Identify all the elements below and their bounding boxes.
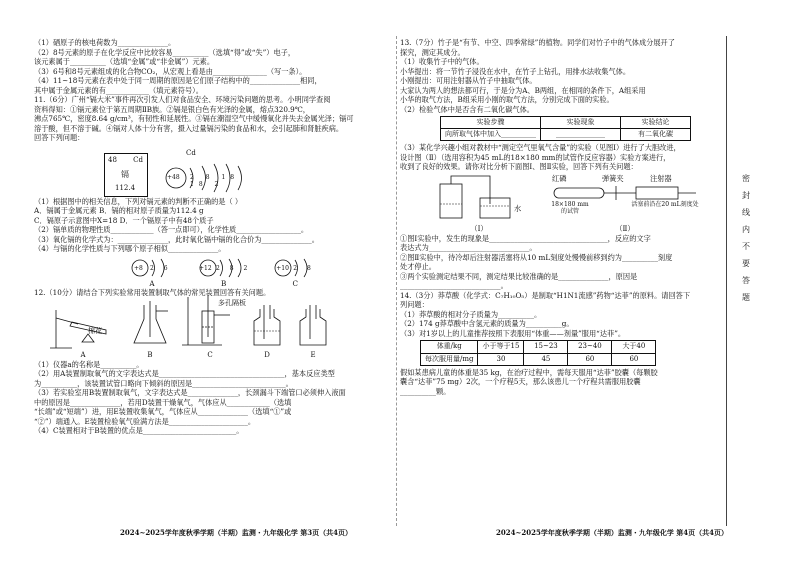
q13-line: 探究，测定其成分。 xyxy=(400,47,465,57)
q13-sub: ①图Ⅰ实验中，发生的现象是_________________________________，反应的文字 xyxy=(400,233,651,243)
dose-cell: 60 xyxy=(612,353,656,365)
seal-char: 内 xyxy=(742,225,750,234)
apparatus-a xyxy=(48,304,118,360)
dose-header-cell: 小于等于15 xyxy=(478,341,524,353)
q11-block xyxy=(34,95,392,288)
exp-header: 实验结论 xyxy=(621,117,691,129)
q10-line: （3）6号和8号元素组成的化合物CO₂，从宏观上看是由_______________（写一条）。 xyxy=(34,66,307,76)
cadmium-figure xyxy=(104,145,392,197)
q12-line: 中的原因是______________，若用D装置干燥氧气，气体应从____________（选填 xyxy=(34,397,292,407)
atom-option-c xyxy=(273,256,317,289)
red-phosphorus-label: 红磷 xyxy=(552,173,567,183)
q12-heading: 12.（10分）请结合下列实验常用装置制取气体的常见装置回答有关问题。 xyxy=(34,288,271,298)
exp-header: 实验步骤 xyxy=(441,117,541,129)
apparatus-b-label: B xyxy=(147,350,153,359)
conical-flask-icon xyxy=(130,301,170,347)
apparatus-d-label: D xyxy=(264,350,270,359)
seal-char: 封 xyxy=(742,191,750,200)
atom-b-nucleus: +12 xyxy=(199,265,212,272)
dose-row-label: 每次服用量/mg xyxy=(421,353,478,365)
q10-line: 其中属于金属元素的有____________（填元素符号）。 xyxy=(34,85,203,95)
q14-line: 列问题： xyxy=(400,300,429,310)
apparatus-a-label: A xyxy=(80,350,86,359)
q10-line: （1）硒原子的核电荷数为______________。 xyxy=(34,38,176,47)
exp-header: 实验现象 xyxy=(541,117,621,129)
atom-c-label: C xyxy=(292,278,299,288)
q12-line: （3）若实验室用B装置制取氧气，文字表达式是______________，长颈漏斗下端管口必须伸入液面 xyxy=(34,388,346,398)
exp-cell: 向所取气体中加入__________ xyxy=(441,129,541,141)
seal-char: 答 xyxy=(742,276,750,285)
seal-char: 题 xyxy=(742,293,750,302)
apparatus-e xyxy=(296,305,330,359)
q14-line: 假如某患病儿童的体重是35 kg，在治疗过程中，需每天服用“达菲”胶囊（每颗胶 xyxy=(400,367,658,377)
q13-line: 小华提出：将一节竹子浸没在水中，在竹子上钻孔，用排水法收集气体。 xyxy=(400,66,631,76)
apparatus-d xyxy=(250,305,284,359)
q14-block xyxy=(400,291,720,396)
q13-sub: ②图Ⅱ实验中，待冷却后注射器活塞将从10 mL刻度处慢慢前移到约为__________刻度 xyxy=(400,252,673,262)
q14-line: 囊含“达菲”75 mg）2次，一个疗程5天，那么该患儿一个疗程共需服用胶囊 xyxy=(400,377,641,387)
apparatus-e-label: E xyxy=(310,350,316,359)
q13-line: （3）某化学兴趣小组对教材中“测定空气里氧气含量”的实验（见图Ⅰ）进行了大胆改进， xyxy=(400,143,681,153)
q11-line: 11.（6分）广州“镉大米”事件再次引发人们对食品安全、环境污染问题的思考。小明同学查阅 xyxy=(34,95,331,104)
tube-label: 18×180 mm的试管 xyxy=(551,200,589,215)
q11-line: 溶于酸，但不溶于碱。④镉对人体十分有害，摄入过量镉污染的食品和水，会引起肺和肾脏疾病。 xyxy=(34,123,344,133)
atom-c-shells: 2 8 xyxy=(293,264,315,272)
seal-text xyxy=(738,170,754,306)
page-divider xyxy=(396,36,397,526)
atom-symbol: Cd xyxy=(186,148,196,157)
right-column xyxy=(400,38,720,396)
cotton-label: 棉花 xyxy=(88,327,102,336)
spring-clip-label: 弹簧夹 xyxy=(602,173,624,183)
dose-header-label: 体重/kg xyxy=(421,341,478,353)
atom-a-shells: 2 6 xyxy=(150,264,172,272)
q12-line: （4）C装置相对于B装置的优点是__________________________。 xyxy=(34,426,244,436)
flask-heating-icon xyxy=(48,304,118,350)
atom-b-label: B xyxy=(220,278,227,288)
q10-line: （2）8号元素的原子在化学反应中比较容易__________（选填“得”或“失”）电子， xyxy=(34,47,296,57)
footer-page-3: 2024~2025学年度秋季学期（半期）监测・九年级化学 第3页（共4页） xyxy=(120,528,353,537)
apparatus-row xyxy=(48,300,392,360)
collection-bottle-icon xyxy=(296,305,330,347)
experiment-table xyxy=(440,116,691,141)
seal-line xyxy=(726,36,727,526)
q11-sub: A．镉属于金属元素 B．镉的相对原子质量为112.4 g xyxy=(34,206,204,215)
q12-line: 为__________，该装置试管口略向下倾斜的原因是__________________________。 xyxy=(34,378,293,388)
q11-line: 回答下列问题： xyxy=(34,133,85,142)
exp-cell: 有二氧化碳 xyxy=(621,129,691,141)
syringe-label: 注射器 xyxy=(650,173,672,183)
dose-header-cell: 23~40 xyxy=(568,341,612,353)
gas-bottle-icon xyxy=(250,305,284,347)
q14-line: 14.（3分）莽草酸（化学式：C₇H₁₀O₅）是制取“H1N1流感”药物“达菲”的原料。请回答下 xyxy=(400,290,691,300)
seal-char: 要 xyxy=(742,259,750,268)
left-column xyxy=(34,38,392,436)
atom-b-shells: 2 8 2 xyxy=(216,264,252,272)
exp-cell: ______________ xyxy=(541,129,621,141)
atomic-number: 48 xyxy=(108,155,117,164)
element-tile xyxy=(104,153,148,197)
q12-line: “长端”或“短端”）进，用E装置收集氧气，气体应从______________（选填“①”或 xyxy=(34,407,292,417)
apparatus-c-label: C xyxy=(207,350,213,359)
seal-char: 密 xyxy=(742,174,750,183)
syringe-note-label: 活塞前沿在20 mL刻度处 xyxy=(631,200,699,208)
q11-sub: （3）氧化镉的化学式为：______________，此时氧化镉中镉的化合价为______________。 xyxy=(34,234,319,244)
setup-fig-2 xyxy=(550,174,700,234)
q11-sub: （2）镉单质的物理性质____________（答一点即可），化学性质__________________。 xyxy=(34,225,309,234)
q13-sub: 表达式为____________________________。 xyxy=(400,243,537,253)
element-symbol: Cd xyxy=(133,155,143,164)
q13-line: 13.（7分）竹子是“有节、中空、四季常绿”的植物。同学们对竹子中的气体成分展开了 xyxy=(400,38,675,47)
atom-shells: 2 8 18 18 2 xyxy=(190,173,240,189)
atom-c-nucleus: +10 xyxy=(276,265,289,272)
q12-block xyxy=(34,288,392,436)
q10-line: （4）11~18号元素在表中处于同一周期的原因是它们原子结构中的______________相同， xyxy=(34,76,322,85)
element-name: 镉 xyxy=(121,169,129,179)
seal-char: 线 xyxy=(742,208,750,217)
atom-option-a xyxy=(130,256,174,289)
atom-a-label: A xyxy=(149,278,155,288)
water-label: 水 xyxy=(514,203,522,213)
fig-1-caption: （Ⅰ） xyxy=(470,224,488,234)
q13-block xyxy=(400,38,720,291)
dosage-table xyxy=(420,340,656,365)
q14-line: （1）莽草酸的相对分子质量为__________。 xyxy=(400,309,542,319)
burning-bottle-icon xyxy=(434,174,524,222)
q12-line: （2）用A装置制取氧气的文字表达式是___________________________________，基本反应类型 xyxy=(34,369,335,379)
fig-2-caption: （Ⅱ） xyxy=(615,224,635,234)
porous-plate-label: 多孔隔板 xyxy=(218,299,246,308)
q13-sub: 处才停止。 xyxy=(400,262,436,272)
q10-block xyxy=(34,38,392,95)
q11-line: 沸点765℃，密度8.64 g/cm³，有韧性和延展性。③镉在潮湿空气中缓慢氧化并失去金属光泽；镉可 xyxy=(34,114,354,123)
cadmium-atom-diagram xyxy=(164,149,254,197)
q13-line: 设计图（Ⅱ）（选用容积为45 mL的18×180 mm的试管作反应容器）实验方案进行， xyxy=(400,152,671,162)
dose-cell: 30 xyxy=(478,353,524,365)
dose-header-cell: 大于40 xyxy=(612,341,656,353)
q11-line: 资料得知：①镉元素位于第五周期ⅡB族。②镉是银白色有光泽的金属，熔点320.9℃， xyxy=(34,104,310,114)
footer-page-4: 2024~2025学年度秋季学期（半期）监测・九年级化学 第4页（共4页） xyxy=(496,528,729,537)
q13-line: 小华的取气方法，B组采用小刚的取气方法，分别完成下面的实验。 xyxy=(400,95,614,104)
atom-option-b xyxy=(196,256,251,289)
q10-line: 该元素属于__________（选填“金属”或“非金属”）元素。 xyxy=(34,57,215,66)
q13-line: 收到了良好的效果。请你对比分析下面图Ⅰ、图Ⅱ实验，回答下列有关问题： xyxy=(400,162,638,172)
q11-sub: （1）根据图中的相关信息，下列对镉元素的判断不正确的是（ ） xyxy=(34,196,243,206)
seal-char: 不 xyxy=(742,242,750,251)
q11-sub: C．镉原子示意图中X=18 D．一个镉原子中有48个质子 xyxy=(34,215,214,225)
q13-sub: ____________________________。 xyxy=(400,281,508,291)
dose-header-cell: 15~23 xyxy=(524,341,568,353)
q13-line: （2）检验气体中是否含有二氧化碳气体。 xyxy=(400,104,534,114)
q13-line: 大家认为两人的想法都可行，于是分为A、B两组，在相同的条件下，A组采用 xyxy=(400,85,646,95)
q13-sub: ③两个实验测定结果不同，测定结果比较准确的是______________，原因是 xyxy=(400,271,638,281)
q13-line: 小刚提出：可用注射器从竹子中抽取气体。 xyxy=(400,76,537,85)
atomic-mass: 112.4 xyxy=(115,184,136,193)
atom-options xyxy=(130,256,392,289)
apparatus-c xyxy=(182,293,246,359)
atom-a-nucleus: +8 xyxy=(134,265,143,272)
q14-line: __________颗。 xyxy=(400,386,451,396)
atom-nucleus: +48 xyxy=(167,173,180,181)
dose-cell: 45 xyxy=(524,353,568,365)
q14-line: （2）174 g莽草酸中含氢元素的质量为__________g。 xyxy=(400,319,574,329)
q11-sub: （4）与镉的化学性质与下列哪个原子相似______________。 xyxy=(34,244,226,253)
setup-fig-1 xyxy=(434,174,524,234)
q13-line: （1）收集竹子中的气体。 xyxy=(400,57,484,66)
apparatus-b xyxy=(130,301,170,359)
q12-line: （1）仪器a的名称是__________。 xyxy=(34,359,144,369)
oxygen-setup-figures xyxy=(434,174,720,234)
q12-line: “②”）端通入。E装置检验氧气验满方法是______________________。 xyxy=(34,416,256,426)
dose-cell: 60 xyxy=(568,353,612,365)
q14-line: （3）对1岁以上的儿童推荐按照下表服用“体重——剂量”服用“达菲”。 xyxy=(400,328,626,338)
